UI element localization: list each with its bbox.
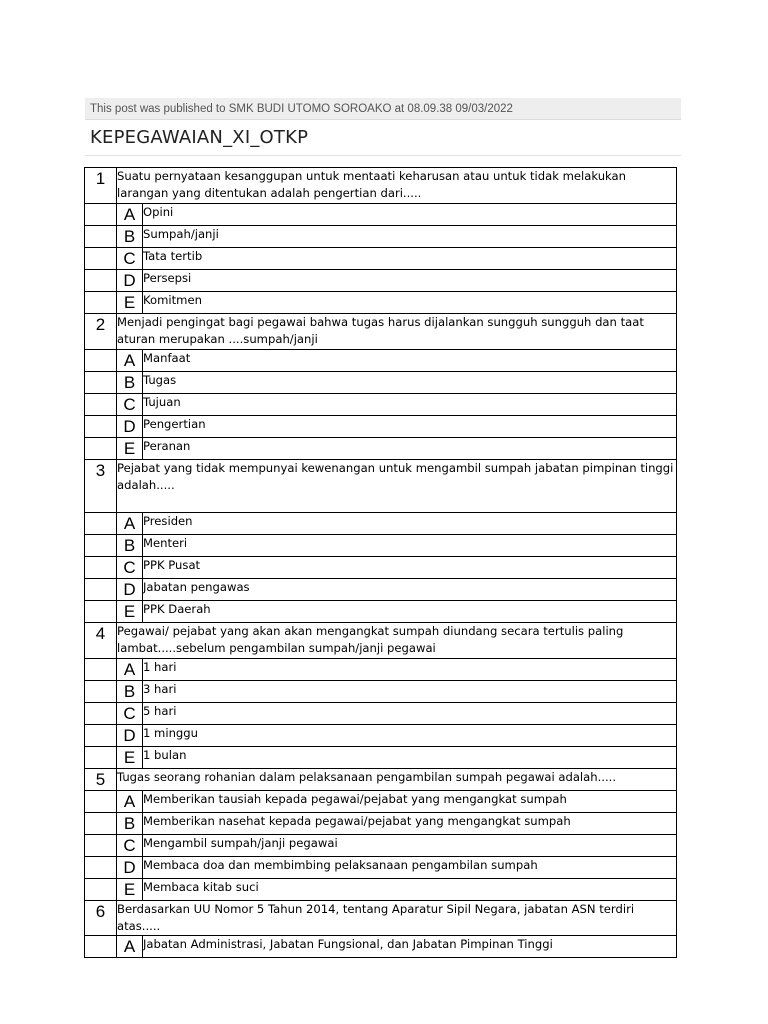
option-letter: A — [117, 936, 143, 958]
option-spacer-cell — [85, 438, 117, 460]
option-spacer-cell — [85, 226, 117, 248]
option-letter: A — [117, 659, 143, 681]
option-letter: C — [117, 703, 143, 725]
option-text: 5 hari — [143, 703, 677, 725]
question-text: Pejabat yang tidak mempunyai kewenangan untuk mengambil sumpah jabatan pimpinan tinggi adalah..... — [117, 460, 677, 513]
option-row — [85, 879, 677, 901]
option-letter: A — [117, 791, 143, 813]
option-row — [85, 438, 677, 460]
option-row — [85, 725, 677, 747]
question-row — [85, 769, 677, 791]
option-letter: C — [117, 394, 143, 416]
question-table-body — [85, 168, 677, 958]
option-text: Jabatan Administrasi, Jabatan Fungsional, dan Jabatan Pimpinan Tinggi — [143, 936, 677, 958]
option-letter: D — [117, 725, 143, 747]
option-spacer-cell — [85, 725, 117, 747]
question-text: Menjadi pengingat bagi pegawai bahwa tugas harus dijalankan sungguh sungguh dan taat aturan merupakan ....sumpah/janji — [117, 314, 677, 350]
question-number: 6 — [85, 901, 117, 936]
option-letter: E — [117, 879, 143, 901]
option-text: 1 bulan — [143, 747, 677, 769]
option-letter: E — [117, 438, 143, 460]
option-text: Komitmen — [143, 292, 677, 314]
option-letter: E — [117, 747, 143, 769]
option-letter: D — [117, 270, 143, 292]
option-text: 1 hari — [143, 659, 677, 681]
option-row — [85, 857, 677, 879]
option-text: Tata tertib — [143, 248, 677, 270]
option-spacer-cell — [85, 681, 117, 703]
option-row — [85, 535, 677, 557]
option-row — [85, 601, 677, 623]
option-row — [85, 204, 677, 226]
option-text: PPK Pusat — [143, 557, 677, 579]
question-text: Berdasarkan UU Nomor 5 Tahun 2014, tentang Aparatur Sipil Negara, jabatan ASN terdiri atas..... — [117, 901, 677, 936]
question-row — [85, 460, 677, 513]
option-letter: A — [117, 513, 143, 535]
option-text: Pengertian — [143, 416, 677, 438]
option-text: Peranan — [143, 438, 677, 460]
option-spacer-cell — [85, 659, 117, 681]
option-row — [85, 394, 677, 416]
option-row — [85, 416, 677, 438]
option-text: Memberikan nasehat kepada pegawai/pejabat yang mengangkat sumpah — [143, 813, 677, 835]
option-text: Membaca doa dan membimbing pelaksanaan pengambilan sumpah — [143, 857, 677, 879]
option-text: Tugas — [143, 372, 677, 394]
option-text: PPK Daerah — [143, 601, 677, 623]
option-spacer-cell — [85, 372, 117, 394]
question-number: 3 — [85, 460, 117, 513]
option-text: Sumpah/janji — [143, 226, 677, 248]
option-letter: A — [117, 204, 143, 226]
option-row — [85, 703, 677, 725]
option-text: Presiden — [143, 513, 677, 535]
option-letter: B — [117, 535, 143, 557]
option-text: Opini — [143, 204, 677, 226]
option-text: Jabatan pengawas — [143, 579, 677, 601]
question-number: 5 — [85, 769, 117, 791]
option-spacer-cell — [85, 703, 117, 725]
option-row — [85, 226, 677, 248]
option-spacer-cell — [85, 936, 117, 958]
option-row — [85, 557, 677, 579]
option-spacer-cell — [85, 513, 117, 535]
option-row — [85, 248, 677, 270]
option-letter: B — [117, 681, 143, 703]
option-text: Membaca kitab suci — [143, 879, 677, 901]
option-row — [85, 372, 677, 394]
option-row — [85, 659, 677, 681]
option-row — [85, 681, 677, 703]
title-divider — [85, 155, 681, 156]
option-letter: C — [117, 835, 143, 857]
option-row — [85, 936, 677, 958]
option-text: Memberikan tausiah kepada pegawai/pejabat yang mengangkat sumpah — [143, 791, 677, 813]
page-title: KEPEGAWAIAN_XI_OTKP — [90, 127, 309, 148]
question-text: Tugas seorang rohanian dalam pelaksanaan pengambilan sumpah pegawai adalah..... — [117, 769, 677, 791]
option-spacer-cell — [85, 601, 117, 623]
option-row — [85, 835, 677, 857]
option-row — [85, 813, 677, 835]
option-row — [85, 747, 677, 769]
option-letter: E — [117, 292, 143, 314]
option-row — [85, 350, 677, 372]
option-text: Mengambil sumpah/janji pegawai — [143, 835, 677, 857]
option-text: Menteri — [143, 535, 677, 557]
option-letter: B — [117, 226, 143, 248]
question-row — [85, 314, 677, 350]
option-spacer-cell — [85, 248, 117, 270]
option-letter: D — [117, 579, 143, 601]
option-spacer-cell — [85, 813, 117, 835]
option-spacer-cell — [85, 394, 117, 416]
question-row — [85, 168, 677, 204]
option-letter: C — [117, 557, 143, 579]
option-text: 3 hari — [143, 681, 677, 703]
question-text: Suatu pernyataan kesanggupan untuk mentaati keharusan atau untuk tidak melakukan larangan yang ditentukan adalah pengertian dari..... — [117, 168, 677, 204]
option-row — [85, 270, 677, 292]
option-row — [85, 292, 677, 314]
option-spacer-cell — [85, 416, 117, 438]
option-row — [85, 579, 677, 601]
option-spacer-cell — [85, 557, 117, 579]
question-number: 1 — [85, 168, 117, 204]
option-letter: A — [117, 350, 143, 372]
option-letter: D — [117, 857, 143, 879]
question-text: Pegawai/ pejabat yang akan akan mengangkat sumpah diundang secara tertulis paling lambat.....sebelum pengambilan sumpah/janji pegawai — [117, 623, 677, 659]
question-row — [85, 901, 677, 936]
question-row — [85, 623, 677, 659]
option-text: Tujuan — [143, 394, 677, 416]
publish-notice-banner: This post was published to SMK BUDI UTOMO SOROAKO at 08.09.38 09/03/2022 — [85, 98, 681, 120]
question-number: 2 — [85, 314, 117, 350]
option-spacer-cell — [85, 204, 117, 226]
option-spacer-cell — [85, 857, 117, 879]
option-letter: B — [117, 372, 143, 394]
option-spacer-cell — [85, 535, 117, 557]
option-spacer-cell — [85, 791, 117, 813]
option-text: 1 minggu — [143, 725, 677, 747]
option-spacer-cell — [85, 879, 117, 901]
option-text: Manfaat — [143, 350, 677, 372]
option-letter: D — [117, 416, 143, 438]
option-spacer-cell — [85, 835, 117, 857]
option-spacer-cell — [85, 747, 117, 769]
question-number: 4 — [85, 623, 117, 659]
option-letter: E — [117, 601, 143, 623]
option-letter: C — [117, 248, 143, 270]
option-text: Persepsi — [143, 270, 677, 292]
option-row — [85, 513, 677, 535]
option-row — [85, 791, 677, 813]
option-spacer-cell — [85, 579, 117, 601]
option-spacer-cell — [85, 292, 117, 314]
option-spacer-cell — [85, 270, 117, 292]
option-letter: B — [117, 813, 143, 835]
option-spacer-cell — [85, 350, 117, 372]
question-table — [84, 167, 677, 958]
